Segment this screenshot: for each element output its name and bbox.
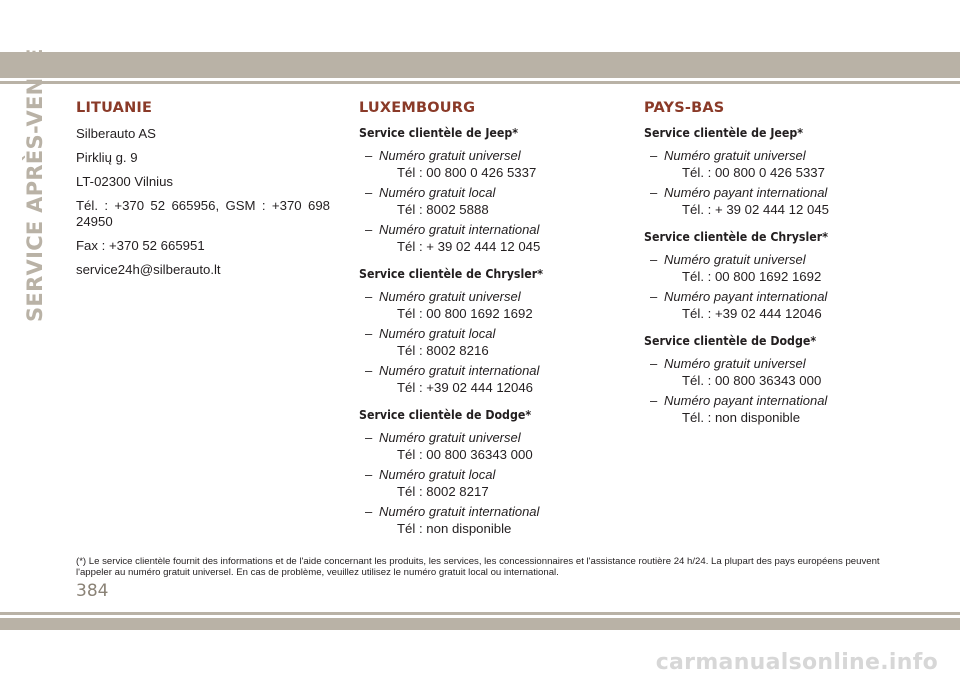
phone-number: Tél : 00 800 1692 1692 <box>397 306 533 321</box>
section-heading: Service clientèle de Chrysler* <box>359 267 543 281</box>
phone-entry <box>359 326 619 359</box>
column-lituanie <box>76 100 330 286</box>
phone-entry <box>644 289 914 322</box>
paysbas-jeep-section <box>644 126 914 218</box>
dash: – <box>650 148 658 163</box>
number-type: Numéro gratuit universel <box>379 430 521 445</box>
phone-entry <box>644 393 914 426</box>
phone-number: Tél. : 00 800 0 426 5337 <box>682 165 825 180</box>
phone-entry <box>644 252 914 285</box>
footnote: (*) Le service clientèle fournit des informations et de l'aide concernant les produits, les services, les concessionnaires et l'assistance routière 24 h/24. La plupart des pays européens peuvent l'appeler au numéro gratuit universel. En cas de problème, veuillez utilisez le numéro gratuit local ou international. <box>76 556 880 578</box>
section-heading: Service clientèle de Chrysler* <box>644 230 828 244</box>
section-heading: Service clientèle de Dodge* <box>359 408 532 422</box>
heading-luxembourg: LUXEMBOURG <box>359 100 476 116</box>
section-heading: Service clientèle de Dodge* <box>644 334 817 348</box>
paysbas-dodge-section <box>644 334 914 426</box>
phone-entry <box>359 363 619 396</box>
phone-entry <box>644 148 914 181</box>
side-section-title: SERVICE APRÈS-VENTE <box>23 48 47 322</box>
number-type: Numéro payant international <box>664 393 828 408</box>
bottom-band-rule <box>0 612 960 615</box>
phone-number: Tél. : non disponible <box>682 410 801 425</box>
phone-number: Tél. : + 39 02 444 12 045 <box>682 202 830 217</box>
luxembourg-jeep-section <box>359 126 619 255</box>
dash: – <box>365 326 373 341</box>
phone-number: Tél : 8002 8216 <box>397 343 489 358</box>
dash: – <box>650 289 658 304</box>
number-type: Numéro gratuit universel <box>664 252 806 267</box>
column-pays-bas <box>644 100 914 438</box>
number-type: Numéro payant international <box>664 289 828 304</box>
lituanie-street: Pirklių g. 9 <box>76 150 138 165</box>
lituanie-phone: Tél. : +370 52 665956, GSM : +370 698 24950 <box>76 198 330 229</box>
dash: – <box>365 467 373 482</box>
phone-entry <box>644 356 914 389</box>
luxembourg-dodge-section <box>359 408 619 537</box>
number-type: Numéro gratuit international <box>379 504 540 519</box>
phone-number: Tél : + 39 02 444 12 045 <box>397 239 541 254</box>
phone-number: Tél : 8002 8217 <box>397 484 489 499</box>
top-band <box>0 52 960 78</box>
phone-number: Tél. : 00 800 36343 000 <box>682 373 822 388</box>
phone-entry <box>359 430 619 463</box>
phone-entry <box>359 504 619 537</box>
number-type: Numéro gratuit universel <box>664 356 806 371</box>
lituanie-company: Silberauto AS <box>76 126 156 141</box>
phone-entry <box>359 148 619 181</box>
number-type: Numéro gratuit universel <box>664 148 806 163</box>
dash: – <box>365 430 373 445</box>
watermark: carmanualsonline.info <box>655 650 938 675</box>
number-type: Numéro gratuit local <box>379 326 496 341</box>
number-type: Numéro payant international <box>664 185 828 200</box>
phone-entry <box>359 467 619 500</box>
dash: – <box>365 222 373 237</box>
phone-entry <box>359 222 619 255</box>
phone-number: Tél. : 00 800 1692 1692 <box>682 269 822 284</box>
dash: – <box>650 185 658 200</box>
lituanie-fax: Fax : +370 52 665951 <box>76 238 205 253</box>
dash: – <box>365 148 373 163</box>
page-number: 384 <box>76 581 109 601</box>
bottom-band <box>0 618 960 630</box>
heading-lituanie: LITUANIE <box>76 100 153 116</box>
lituanie-email: service24h@silberauto.lt <box>76 262 221 277</box>
phone-entry <box>359 185 619 218</box>
phone-number: Tél. : +39 02 444 12046 <box>682 306 822 321</box>
number-type: Numéro gratuit local <box>379 467 496 482</box>
phone-number: Tél : 00 800 36343 000 <box>397 447 533 462</box>
luxembourg-chrysler-section <box>359 267 619 396</box>
section-heading: Service clientèle de Jeep* <box>644 126 804 140</box>
dash: – <box>365 363 373 378</box>
column-luxembourg <box>359 100 619 549</box>
paysbas-chrysler-section <box>644 230 914 322</box>
phone-number: Tél : 8002 5888 <box>397 202 489 217</box>
heading-pays-bas: PAYS-BAS <box>644 100 725 116</box>
dash: – <box>365 289 373 304</box>
section-heading: Service clientèle de Jeep* <box>359 126 519 140</box>
dash: – <box>365 504 373 519</box>
dash: – <box>650 393 658 408</box>
number-type: Numéro gratuit international <box>379 363 540 378</box>
number-type: Numéro gratuit local <box>379 185 496 200</box>
phone-number: Tél : non disponible <box>397 521 512 536</box>
number-type: Numéro gratuit international <box>379 222 540 237</box>
phone-number: Tél : +39 02 444 12046 <box>397 380 534 395</box>
phone-number: Tél : 00 800 0 426 5337 <box>397 165 537 180</box>
lituanie-city: LT-02300 Vilnius <box>76 174 174 189</box>
number-type: Numéro gratuit universel <box>379 148 521 163</box>
top-band-rule <box>0 81 960 84</box>
phone-entry <box>359 289 619 322</box>
dash: – <box>365 185 373 200</box>
phone-entry <box>644 185 914 218</box>
dash: – <box>650 252 658 267</box>
number-type: Numéro gratuit universel <box>379 289 521 304</box>
dash: – <box>650 356 658 371</box>
